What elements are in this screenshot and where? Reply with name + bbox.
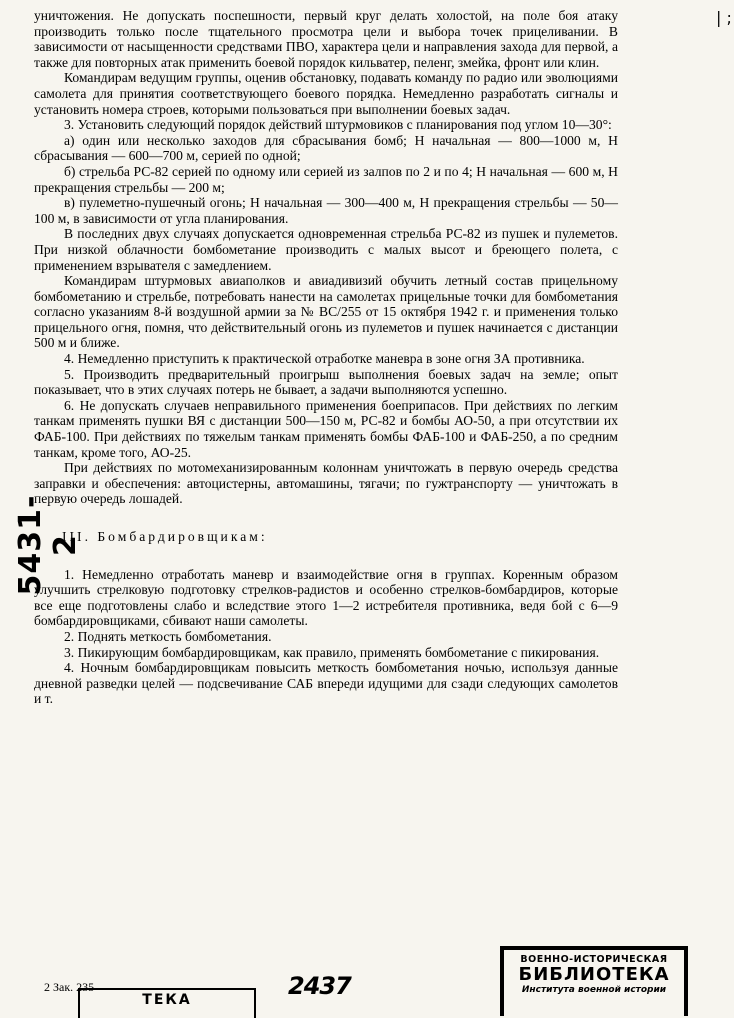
paragraph-4: В последних двух случаях допускается одновременная стрельба РС-82 из пушек и пулеметов. При низкой облачности бомбометание производить с малых высот и бреющего полета, с применением взрывателя с замедлением.: [34, 226, 618, 273]
paragraph-7: 5. Производить предварительный проигрыш выполнения боевых задач на земле; опыт показывает, что в этих случаях потерь не бывает, а задачи выполняются успешно.: [34, 366, 618, 398]
paragraph-10: 1. Немедленно отработать маневр и взаимодействие огня в группах. Коренным образом улучшить стрелковую подготовку стрелков-радистов и особенно стрелков-бомбардиров, которые все еще подготовлены слабо и вследствие этого 1—2 истребителя противника, ведя бой с 6—9 бомбардировщиками, сбивают наши самолеты.: [34, 566, 618, 629]
paragraph-8: 6. Не допускать случаев неправильного применения боеприпасов. При действиях по легким танкам применять пушки ВЯ с дистанции 500—150 м, РС-82 и бомбы АО-50, а при отсутствии их ФАБ-100. При действиях по тяжелым танкам применять бомбы ФАБ-100 и ФАБ-250, а по средним танкам, кроме того, АО-25.: [34, 397, 618, 460]
section-heading: III. Бомбардировщикам:: [62, 529, 268, 544]
paragraph-3b: б) стрельба РС-82 серией по одному или серией из залпов по 2 и по 4; Н начальная — 600 м, Н прекращения стрельбы — 200 м;: [34, 163, 618, 195]
paragraph-12: 3. Пикирующим бомбардировщикам, как правило, применять бомбометание с пикирования.: [64, 644, 600, 660]
paragraph-9: При действиях по мотомеханизированным колоннам уничтожать в первую очередь средства заправки и обеспечения: автоцистерны, автомашины, тягачи; по гужтранспорту — уничтожать в первую очередь лошадей.: [34, 460, 618, 507]
paragraph-3: 3. Установить следующий порядок действий штурмовиков с планирования под углом 10—30°:: [64, 117, 612, 133]
paragraph-6: 4. Немедленно приступить к практической отработке маневра в зоне огня ЗА противника.: [64, 351, 585, 367]
handwritten-signature: 2437: [288, 972, 351, 1000]
margin-marks: | ;: [716, 8, 732, 27]
paragraph-11: 2. Поднять меткость бомбометания.: [64, 628, 272, 644]
paragraph-5: Командирам штурмовых авиаполков и авиадивизий обучить летный состав прицельному бомбометанию и стрельбе, потребовать нанести на самолетах прицельные точки для бомбометания согласно указаниям 8-й воздушной армии за № ВС/255 от 15 октября 1942 г. и применения только прицельного огня, помня, что действительный огонь из пулеметов и пушек начинается с дистанции 500 м и ближе.: [34, 273, 618, 351]
paragraph-2: Командирам ведущим группы, оценив обстановку, подавать команду по радио или эволюциями самолета для принятия соответствующего боевого порядка. Немедленно разработать сигналы и установить номера строев, которыми пользоваться при выполнении боевых задач.: [34, 70, 618, 117]
handwritten-margin-note: 5431-2: [13, 494, 83, 596]
stamp-line-3: Института военной истории: [521, 985, 667, 995]
paragraph-13: 4. Ночным бомбардировщикам повысить меткость бомбометания ночью, используя данные дневной разведки целей — подсвечивание САБ впереди идущими для сзади следующих самолетов и т.: [34, 660, 618, 707]
paragraph-1: уничтожения. Не допускать поспешности, первый круг делать холостой, на поле боя атаку производить только после тщательного просмотра цели и выбора точек прицеливании. В зависимости от насыщенности средствами ПВО, характера цели и направления захода для первой, а также для повторных атак применить боевой порядок кильватер, пеленг, змейка, фронт или клин.: [34, 8, 618, 70]
library-stamp: [500, 946, 688, 1016]
paragraph-3c: в) пулеметно-пушечный огонь; Н начальная — 300—400 м, Н прекращения стрельбы — 50—100 м, в зависимости от угла планирования.: [34, 195, 618, 226]
paragraph-3a: а) один или несколько заходов для сбрасывания бомб; Н начальная — 800—1000 м, Н сбрасывания — 600—700 м, серией по одной;: [34, 132, 618, 164]
page-footer-mark: 2 Зак. 235: [44, 980, 95, 994]
stamp-line-1: ВОЕННО-ИСТОРИЧЕСКАЯ: [520, 954, 668, 965]
footer-stamp-box: ТЕКА: [78, 988, 256, 1018]
document-body: [34, 8, 618, 707]
stamp-line-2: БИБЛИОТЕКА: [518, 964, 670, 985]
